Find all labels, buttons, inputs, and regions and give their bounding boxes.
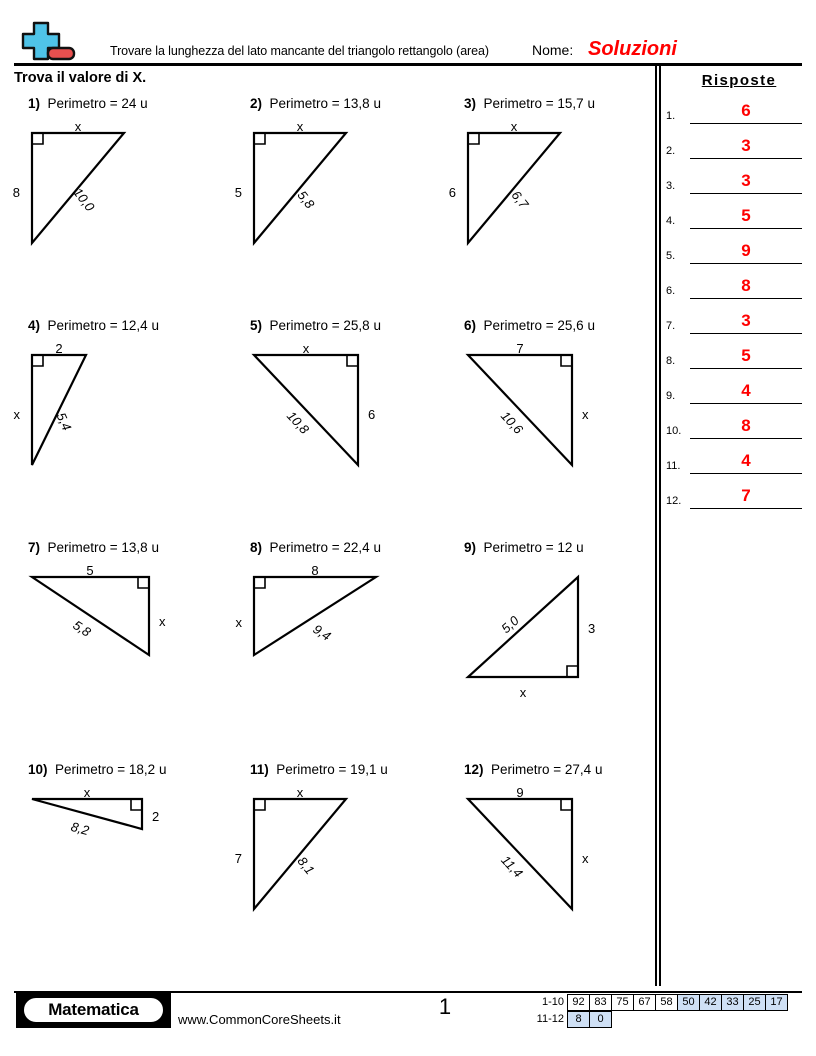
score-cell: 25 [743,994,766,1011]
side-label-top: x [519,685,527,700]
problem-item [14,96,229,265]
score-row-1-cells [568,994,788,1011]
page-number: 1 [438,994,452,1019]
side-label-vertical: x [582,851,589,866]
answer-number: 12. [666,495,682,507]
problem-number: 10) [28,762,48,777]
answer-row [666,264,816,299]
answer-value[interactable]: 3 [741,136,751,155]
answer-row [666,334,816,369]
answer-number: 6. [666,285,676,297]
side-label-vertical: 2 [152,809,160,824]
problem-number: 6) [464,318,477,333]
answer-number: 4. [666,215,676,227]
problem-prompt: Perimetro = 15,7 u [476,96,595,111]
side-label-vertical: 8 [12,185,20,200]
side-label-hypotenuse: 5,8 [70,617,94,640]
right-angle-marker [131,799,142,810]
answer-number: 7. [666,320,676,332]
side-label-top: 9 [516,785,524,800]
problem-number: 8) [250,540,263,555]
problem-prompt: Perimetro = 12,4 u [40,318,159,333]
problem-label [450,762,665,777]
triangle-svg [14,781,219,931]
page-header [0,0,816,68]
right-angle-marker [254,133,265,144]
score-row-1 [528,994,788,1011]
problem-prompt: Perimetro = 24 u [40,96,148,111]
triangle-svg [450,115,655,265]
side-label-vertical: 6 [448,185,456,200]
problem-prompt: Perimetro = 19,1 u [268,762,388,777]
answer-number: 3. [666,180,676,192]
score-cell: 50 [677,994,700,1011]
problem-number: 4) [28,318,41,333]
brand-badge [16,992,171,1028]
side-label-top: 2 [55,341,63,356]
side-label-top: x [74,119,82,134]
side-label-hypotenuse: 5,0 [498,612,522,637]
triangle-svg [236,115,441,265]
right-angle-marker [254,799,265,810]
problem-prompt: Perimetro = 13,8 u [40,540,159,555]
answer-number: 11. [666,460,681,472]
triangle-svg [14,559,219,709]
problem-number: 1) [28,96,41,111]
answer-row [666,404,816,439]
problem-label [450,540,665,555]
answer-number: 5. [666,250,676,262]
side-label-hypotenuse: 8,1 [294,853,318,878]
problem-number: 11) [250,762,269,777]
right-angle-marker [32,355,43,366]
answer-row [666,229,816,264]
problem-number: 9) [464,540,477,555]
answer-row [666,159,816,194]
problem-item [450,540,665,709]
side-label-vertical: 3 [588,621,596,636]
answer-row [666,89,816,124]
score-cell: 17 [765,994,788,1011]
right-angle-marker [567,666,578,677]
side-label-vertical: 7 [234,851,242,866]
problem-item [236,96,451,265]
triangle-svg [450,337,655,487]
page-footer [0,986,816,1056]
side-label-top: 7 [516,341,524,356]
instruction-text: Trova il valore di X. [14,70,147,86]
problem-number: 3) [464,96,477,111]
answer-number: 10. [666,425,682,437]
score-row-2 [528,1011,788,1028]
problem-label [450,318,665,333]
right-angle-marker [561,799,572,810]
problem-number: 12) [464,762,484,777]
score-row-2-cells [568,1011,612,1028]
side-label-hypotenuse: 8,2 [69,818,91,839]
triangle-figure [450,781,655,931]
triangle-figure [236,781,441,931]
side-label-vertical: x [582,407,589,422]
problem-item [236,762,451,931]
answer-value[interactable]: 5 [741,346,751,365]
right-angle-marker [347,355,358,366]
side-label-vertical: x [159,614,166,629]
triangle-svg [450,559,655,709]
side-label-hypotenuse: 10,6 [497,408,527,437]
answer-row [666,124,816,159]
side-label-hypotenuse: 9,4 [310,621,334,644]
side-label-top: x [296,785,304,800]
side-label-top: x [83,785,91,800]
answer-value[interactable]: 8 [741,276,751,295]
right-angle-marker [138,577,149,588]
answer-row [666,369,816,404]
problem-item [14,762,229,931]
problem-prompt: Perimetro = 27,4 u [483,762,603,777]
name-value: Soluzioni [588,38,677,60]
triangle-figure [236,115,441,265]
problem-item [450,318,665,487]
triangle-figure [14,115,219,265]
problem-label [236,96,451,111]
problem-number: 7) [28,540,41,555]
score-cell: 75 [611,994,634,1011]
problem-item [14,318,229,487]
side-label-hypotenuse: 11,4 [498,852,526,881]
answer-number: 9. [666,390,676,402]
side-label-top: x [302,341,310,356]
score-cell: 42 [699,994,722,1011]
answer-value[interactable]: 3 [741,311,751,330]
score-cell: 0 [589,1011,612,1028]
triangle-figure [14,781,219,931]
answer-row [666,474,816,509]
side-label-hypotenuse: 5,4 [53,410,75,433]
side-label-top: 8 [311,563,319,578]
score-cell: 33 [721,994,744,1011]
triangle-svg [236,337,441,487]
problems-grid [0,96,650,976]
problem-label [236,762,451,777]
problem-label [450,96,665,111]
score-row-2-label: 11-12 [536,1013,564,1025]
brand-label: Matematica [22,996,165,1024]
side-label-vertical: 6 [368,407,376,422]
triangle-svg [236,559,441,709]
score-cell: 92 [567,994,590,1011]
name-label: Nome: [532,42,574,58]
right-angle-marker [468,133,479,144]
problem-number: 5) [250,318,263,333]
problem-prompt: Perimetro = 22,4 u [262,540,381,555]
side-label-hypotenuse: 6,7 [508,187,532,212]
triangle-svg [236,781,441,931]
score-cell: 67 [633,994,656,1011]
score-cell: 58 [655,994,678,1011]
triangle-svg [450,781,655,931]
problem-label [236,540,451,555]
problem-label [14,318,229,333]
plus-minus-logo-icon [16,20,82,66]
triangle-svg [14,337,219,487]
answer-number: 2. [666,145,676,157]
site-url: www.CommonCoreSheets.it [178,1012,341,1027]
problem-prompt: Perimetro = 18,2 u [47,762,167,777]
problem-label [236,318,451,333]
problem-prompt: Perimetro = 25,6 u [476,318,595,333]
right-angle-marker [254,577,265,588]
answers-list [662,89,816,509]
side-label-vertical: 5 [234,185,242,200]
answer-value[interactable]: 5 [741,206,751,225]
triangle-figure [14,337,219,487]
answer-value[interactable]: 7 [741,486,751,505]
triangle-figure [236,337,441,487]
answer-row [666,299,816,334]
right-angle-marker [561,355,572,366]
answers-panel [662,66,816,509]
side-label-top: x [296,119,304,134]
triangle-svg [14,115,219,265]
side-label-hypotenuse: 10,0 [70,184,98,215]
side-label-vertical: x [13,407,20,422]
problem-label [14,540,229,555]
answer-row [666,194,816,229]
triangle-figure [450,115,655,265]
score-cell: 83 [589,994,612,1011]
side-label-top: 5 [86,563,94,578]
answer-number: 8. [666,355,676,367]
answer-value[interactable]: 3 [741,171,751,190]
score-table [528,994,788,1028]
problem-item [450,96,665,265]
score-cell: 8 [567,1011,590,1028]
score-row-1-label: 1-10 [541,996,564,1008]
problem-item [14,540,229,709]
triangle-figure [14,559,219,709]
problem-item [450,762,665,931]
answer-value[interactable]: 4 [741,381,751,400]
answer-blank-line[interactable] [690,508,802,509]
worksheet-title: Trovare la lunghezza del lato mancante del triangolo rettangolo (area) [110,44,489,58]
right-angle-marker [32,133,43,144]
problem-item [236,318,451,487]
answer-row [666,439,816,474]
problem-prompt: Perimetro = 13,8 u [262,96,381,111]
problem-label [14,96,229,111]
answer-value[interactable]: 4 [741,451,751,470]
side-label-top: x [510,119,518,134]
problem-label [14,762,229,777]
problem-prompt: Perimetro = 25,8 u [262,318,381,333]
triangle-figure [450,337,655,487]
problem-prompt: Perimetro = 12 u [476,540,584,555]
side-label-hypotenuse: 5,8 [294,187,318,212]
answer-value[interactable]: 6 [741,101,751,120]
side-label-vertical: x [235,615,242,630]
side-label-hypotenuse: 10,8 [283,408,313,437]
problem-item [236,540,451,709]
answer-number: 1. [666,110,676,122]
triangle-figure [450,559,655,709]
problem-number: 2) [250,96,263,111]
answer-value[interactable]: 9 [741,241,751,260]
answer-value[interactable]: 8 [741,416,751,435]
triangle-figure [236,559,441,709]
answers-title: Risposte [701,72,777,89]
